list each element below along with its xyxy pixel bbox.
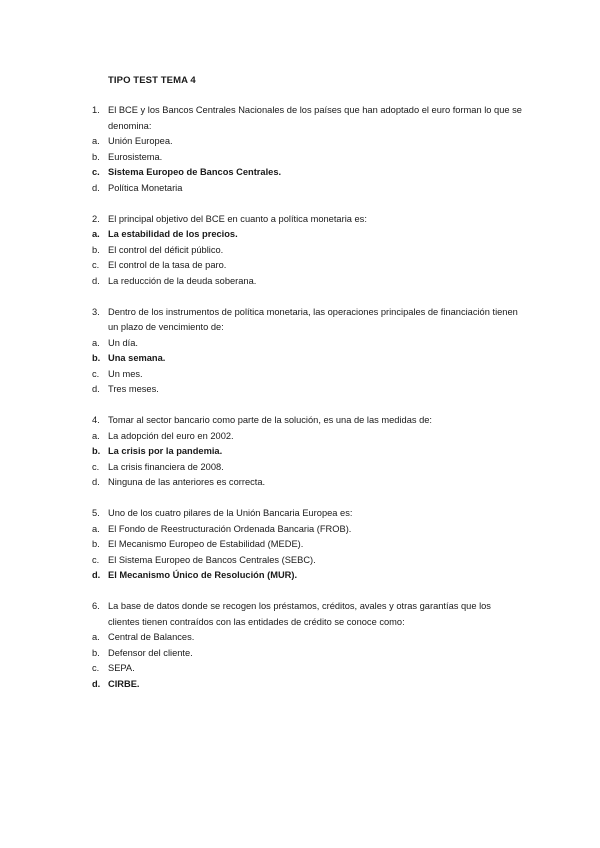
answer-option[interactable] [92,630,522,646]
answer-option[interactable] [92,367,522,383]
option-text: Una semana. [108,353,166,363]
answer-option[interactable] [92,677,522,693]
option-text: Eurosistema. [108,151,163,162]
question-text: Tomar al sector bancario como parte de la solución, es una de las medidas de: [108,415,433,425]
question-text: El principal objetivo del BCE en cuanto a política monetaria es: [108,213,367,224]
answer-option[interactable] [92,351,522,367]
option-letter: b. [92,151,100,162]
question-stem [92,212,522,228]
question-text: El BCE y los Bancos Centrales Nacionales de los países que han adoptado el euro forman lo que se denomina: [108,105,522,131]
answer-option[interactable] [92,568,522,584]
answer-option[interactable] [92,243,522,259]
question-1 [92,103,522,196]
option-text: El Sistema Europeo de Bancos Centrales (SEBC). [108,554,316,565]
option-letter: a. [92,632,100,642]
option-letter: a. [92,229,100,239]
question-number: 4. [92,415,100,425]
question-number: 3. [92,306,100,317]
option-text: Política Monetaria [108,182,183,193]
option-letter: a. [92,337,100,348]
question-text: La base de datos donde se recogen los préstamos, créditos, avales y otras garantías que los clientes tienen contraídos con las entidades de crédito se conoce como: [108,601,491,627]
option-letter: d. [92,477,100,487]
option-letter: b. [92,647,100,658]
option-text: El Mecanismo Único de Resolución (MUR). [108,570,298,580]
question-number: 6. [92,601,100,611]
option-letter: d. [92,570,101,580]
option-letter: a. [92,523,100,534]
question-stem [92,305,522,336]
question-number: 1. [92,105,100,115]
option-text: Ninguna de las anteriores es correcta. [108,477,266,487]
page-title: TIPO TEST TEMA 4 [108,75,196,86]
answer-option[interactable] [92,646,522,662]
question-stem [92,506,522,522]
option-letter: c. [92,368,100,379]
question-text: Dentro de los instrumentos de política monetaria, las operaciones principales de financiación tienen un plazo de vencimiento de: [108,306,518,332]
answer-option[interactable] [92,274,522,290]
answer-option[interactable] [92,382,522,398]
question-stem [92,413,522,429]
option-letter: c. [92,663,100,673]
answer-option[interactable] [92,181,522,197]
option-text: La reducción de la deuda soberana. [108,275,257,286]
option-text: El control del déficit público. [108,244,224,255]
option-letter: b. [92,244,100,255]
option-text: Sistema Europeo de Bancos Centrales. [108,167,282,177]
option-text: SEPA. [108,663,135,673]
option-text: El control de la tasa de paro. [108,260,227,270]
option-letter: a. [92,136,100,146]
option-text: La crisis financiera de 2008. [108,461,224,472]
option-text: Un mes. [108,368,143,379]
option-text: Central de Balances. [108,632,195,642]
option-letter: c. [92,167,100,177]
question-2 [92,212,522,290]
option-letter: c. [92,554,100,565]
answer-option[interactable] [92,444,522,460]
option-letter: c. [92,260,100,270]
question-6 [92,599,522,692]
option-letter: c. [92,461,100,472]
question-4 [92,413,522,491]
answer-option[interactable] [92,475,522,491]
answer-option[interactable] [92,553,522,569]
question-text: Uno de los cuatro pilares de la Unión Bancaria Europea es: [108,508,353,518]
option-text: La crisis por la pandemia. [108,446,223,456]
option-letter: d. [92,275,100,286]
question-stem [92,103,522,134]
option-text: El Mecanismo Europeo de Estabilidad (MEDE). [108,539,304,549]
question-5 [92,506,522,584]
option-text: Un día. [108,337,138,348]
answer-option[interactable] [92,150,522,166]
option-text: La estabilidad de los precios. [108,229,238,239]
option-text: CIRBE. [108,678,140,689]
question-3 [92,305,522,398]
option-letter: a. [92,430,100,441]
option-letter: b. [92,353,101,363]
answer-option[interactable] [92,429,522,445]
option-letter: d. [92,678,101,689]
answer-option[interactable] [92,460,522,476]
question-list [92,103,522,708]
option-letter: b. [92,539,100,549]
answer-option[interactable] [92,661,522,677]
option-letter: b. [92,446,101,456]
option-text: Tres meses. [108,384,159,394]
option-letter: d. [92,384,100,394]
question-number: 2. [92,213,100,224]
question-stem [92,599,522,630]
question-number: 5. [92,508,100,518]
option-letter: d. [92,182,100,193]
answer-option[interactable] [92,336,522,352]
answer-option[interactable] [92,258,522,274]
answer-option[interactable] [92,134,522,150]
answer-option[interactable] [92,522,522,538]
answer-option[interactable] [92,537,522,553]
option-text: Defensor del cliente. [108,647,193,658]
answer-option[interactable] [92,165,522,181]
answer-option[interactable] [92,227,522,243]
option-text: El Fondo de Reestructuración Ordenada Bancaria (FROB). [108,523,352,534]
option-text: Unión Europea. [108,136,173,146]
option-text: La adopción del euro en 2002. [108,430,234,441]
